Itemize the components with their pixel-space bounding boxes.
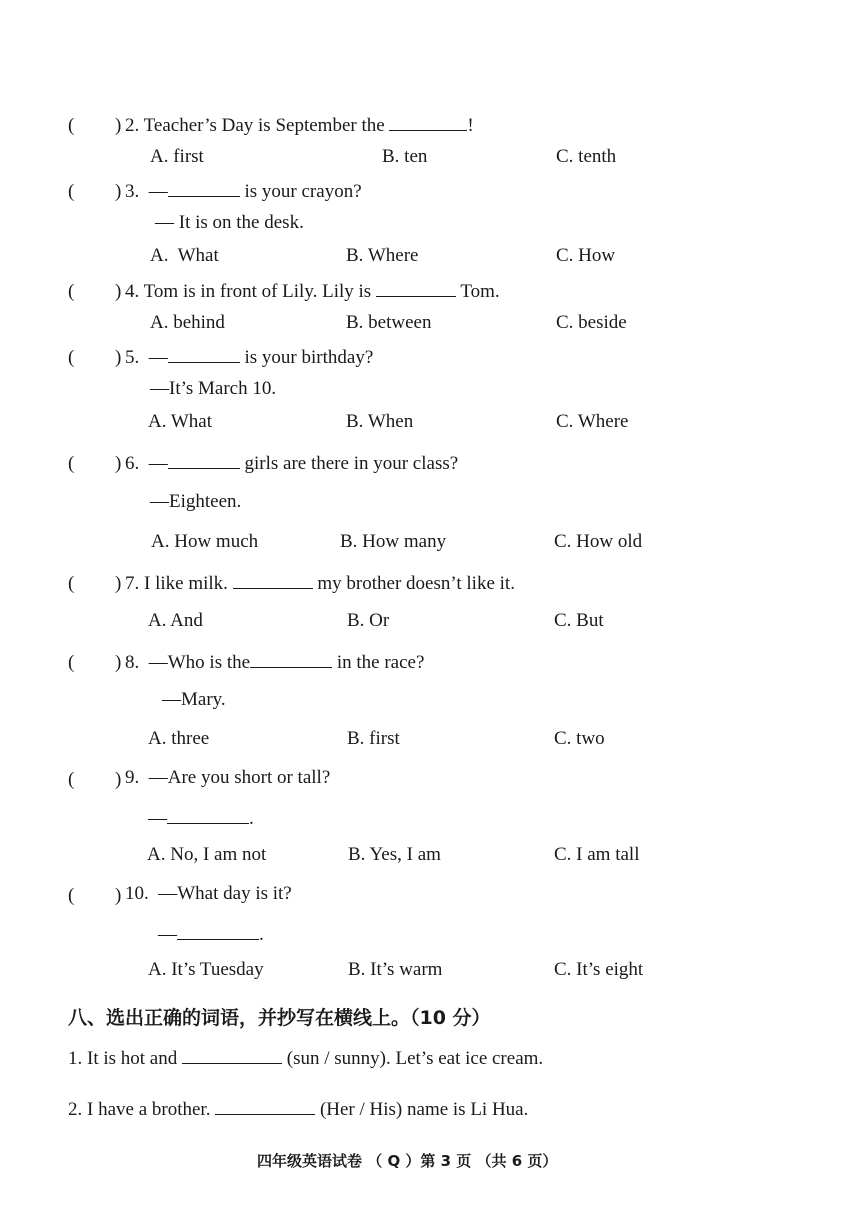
option-a: A. three [148,728,210,749]
stem-text: is your birthday? [239,347,374,368]
option-b: B. Where [346,245,419,266]
answer-blank [167,806,249,824]
option-b: B. first [347,728,400,749]
answer-bracket-close: ) [115,652,122,673]
section-heading: 八、选出正确的词语，并抄写在横线上。（10 分） [68,1007,491,1029]
fill-in-item-2 [68,1097,528,1121]
answer-blank [233,571,313,589]
answer-bracket-open: ( [68,652,75,673]
stem-text: my brother doesn’t like it. [312,573,515,594]
fill-in-item-1 [68,1046,543,1070]
option-b: B. Or [347,610,390,631]
question-stem [125,451,458,475]
option-a: A. No, I am not [147,844,267,865]
option-b: B. How many [340,531,447,552]
answer-blank [168,179,240,197]
option-c: C. I am tall [554,844,640,865]
answer-bracket-open: ( [68,115,75,136]
option-a: A. behind [150,312,225,333]
question-stem [125,179,362,203]
answer-dash: — [158,924,177,945]
stem-text: 7. I like milk. [125,573,233,594]
answer-blank [182,1046,282,1064]
answer-bracket-open: ( [68,181,75,202]
option-c: C. beside [556,312,627,333]
stem-text: is your crayon? [239,181,362,202]
answer-line: —It’s March 10. [150,378,277,399]
stem-text: 6. — [125,453,168,474]
stem-text: girls are there in your class? [239,453,459,474]
answer-bracket-open: ( [68,453,75,474]
answer-blank [250,650,332,668]
option-b: B. ten [382,146,428,167]
option-c: C. Where [556,411,629,432]
answer-bracket-close: ) [115,281,122,302]
answer-bracket-open: ( [68,347,75,368]
question-stem [125,571,515,595]
answer-bracket-open: ( [68,769,75,790]
stem-text: 2. Teacher’s Day is September the [125,115,390,136]
question-stem [125,650,424,674]
option-c: C. It’s eight [554,959,644,980]
option-a: A. And [148,610,203,631]
answer-dash: — [148,808,167,829]
question-stem [125,279,500,303]
option-b: B. between [346,312,432,333]
answer-bracket-open: ( [68,885,75,906]
answer-line: —Mary. [162,689,226,710]
option-b: B. When [346,411,414,432]
page-footer: 四年级英语试卷 （ Q ）第 3 页 （共 6 页） [257,1152,558,1170]
stem-text: in the race? [332,652,425,673]
option-c: C. tenth [556,146,617,167]
option-c: C. How old [554,531,643,552]
answer-bracket-close: ) [115,573,122,594]
question-stem: 10. —What day is it? [125,883,292,904]
stem-text: 4. Tom is in front of Lily. Lily is [125,281,376,302]
option-b: B. It’s warm [348,959,443,980]
answer-blank [168,451,240,469]
stem-text: 8. —Who is the [125,652,251,673]
stem-text: ! [467,115,474,136]
item-text: 1. It is hot and [68,1048,182,1069]
option-c: C. How [556,245,616,266]
stem-text: 3. — [125,181,168,202]
answer-blank [168,345,240,363]
option-c: C. two [554,728,605,749]
answer-bracket-close: ) [115,347,122,368]
answer-period: . [249,808,254,829]
question-stem [125,345,373,369]
answer-line [158,922,264,946]
answer-bracket-open: ( [68,281,75,302]
option-a: A. How much [151,531,259,552]
answer-blank [376,279,456,297]
item-text: (sun / sunny). Let’s eat ice cream. [282,1048,544,1069]
answer-bracket-close: ) [115,885,122,906]
option-a: A. It’s Tuesday [148,959,264,980]
stem-text: Tom. [455,281,500,302]
answer-blank [177,922,259,940]
answer-line: — It is on the desk. [155,212,304,233]
answer-line: —Eighteen. [150,491,242,512]
option-a: A. What [148,411,213,432]
item-text: (Her / His) name is Li Hua. [315,1099,529,1120]
option-c: C. But [554,610,604,631]
answer-period: . [259,924,264,945]
answer-bracket-close: ) [115,769,122,790]
answer-bracket-close: ) [115,453,122,474]
answer-line [148,806,254,830]
answer-blank [389,113,467,131]
stem-text: 5. — [125,347,168,368]
answer-bracket-open: ( [68,573,75,594]
answer-blank [215,1097,315,1115]
answer-bracket-close: ) [115,181,122,202]
option-b: B. Yes, I am [348,844,441,865]
option-a: A. first [150,146,204,167]
option-a: A. What [150,245,219,266]
question-stem [125,113,474,137]
question-stem: 9. —Are you short or tall? [125,767,331,788]
answer-bracket-close: ) [115,115,122,136]
item-text: 2. I have a brother. [68,1099,216,1120]
